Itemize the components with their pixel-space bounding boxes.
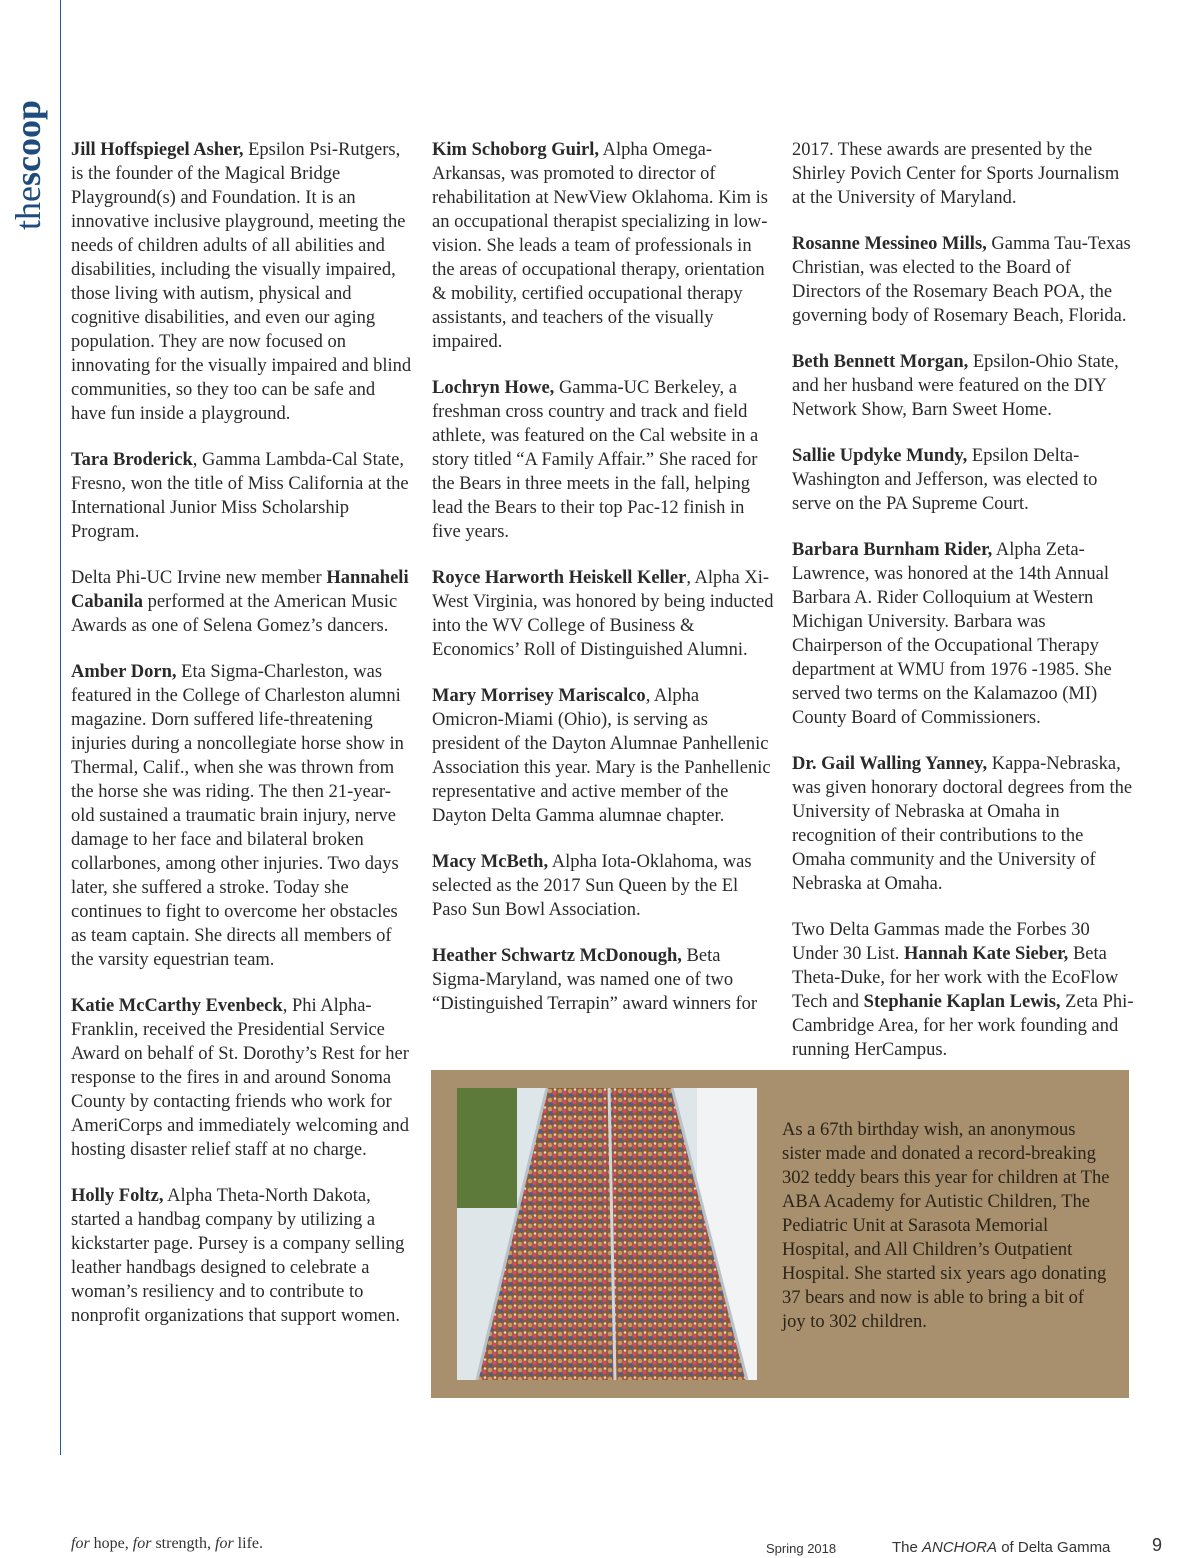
news-item: [432, 138, 774, 354]
news-item: [71, 994, 413, 1162]
paragraph-text: , Alpha Xi-West Virginia, was honored by being inducted into the WV College of Business & Economics’ Roll of Distinguished Alumni.: [432, 568, 774, 660]
member-name: Rosanne Messineo Mills,: [792, 234, 987, 254]
margin-rule: [60, 0, 61, 1455]
paragraph-text: , Alpha Omicron-Miami (Ohio), is serving as president of the Dayton Alumnae Panhellenic Association this year. Mary is the Panhellenic representative and active member of the Dayton Delta Gamma alumnae chapter.: [432, 686, 771, 826]
news-item: [792, 232, 1137, 328]
paragraph-text: Beta Sigma-Maryland, was named one of two “Distinguished Terrapin” award winners for: [432, 946, 758, 1014]
news-item: [71, 1184, 413, 1328]
photo-caption: As a 67th birthday wish, an anonymous sister made and donated a record-breaking 302 teddy bears this year for children at The ABA Academy for Autistic Children, The Pediatric Unit at Sarasota Memorial Hospital, and All Children’s Outpatient Hospital. She started six years ago donating 37 bears and now is able to bring a bit of joy to 302 children.: [782, 1120, 1110, 1332]
footer-issue-date: Spring 2018: [766, 1541, 837, 1556]
member-name: Katie McCarthy Evenbeck: [71, 996, 283, 1016]
news-item: [792, 138, 1137, 210]
paragraph-text: Epsilon Delta-Washington and Jefferson, was elected to serve on the PA Supreme Court.: [792, 446, 1098, 514]
teddy-bears-illustration: [457, 1088, 757, 1380]
page-number: 9: [1152, 1535, 1163, 1555]
paragraph-text: performed at the American Music Awards as one of Selena Gomez’s dancers.: [71, 592, 398, 636]
section-label: thescoop: [8, 100, 48, 230]
photo-feature-box: [431, 1070, 1129, 1398]
paragraph-text: Alpha Theta-North Dakota, started a handbag company by utilizing a kickstarter page. Pursey is a company selling leather handbags designed to celebrate a woman’s resiliency and to contribute to nonprofit organizations that support women.: [71, 1186, 405, 1326]
member-name: Tara Broderick: [71, 450, 193, 470]
news-item: [71, 448, 413, 544]
paragraph-text: Alpha Omega-Arkansas, was promoted to director of rehabilitation at NewView Oklahoma. Kim is an occupational therapist specializing in low-vision. She leads a team of professionals in the areas of occupational therapy, orientation & mobility, certified occupational therapy assistants, and teachers of the visually impaired.: [432, 140, 768, 352]
paragraph-text: , Phi Alpha-Franklin, received the Presidential Service Award on behalf of St. Dorothy’s Rest for her response to the fires in and around Sonoma County by contacting friends who work for AmeriCorps and immediately welcoming and hosting disaster relief staff at no charge.: [71, 996, 410, 1160]
news-item: [432, 376, 774, 544]
member-name: Jill Hoffspiegel Asher,: [71, 140, 244, 160]
paragraph-text: Kappa-Nebraska, was given honorary doctoral degrees from the University of Nebraska at Omaha in recognition of their contributions to the Omaha community and the University of Nebraska at Omaha.: [792, 754, 1133, 894]
member-name: Macy McBeth,: [432, 852, 549, 872]
member-name: Holly Foltz,: [71, 1186, 164, 1206]
paragraph-text: 2017. These awards are presented by the Shirley Povich Center for Sports Journalism at the University of Maryland.: [792, 140, 1120, 208]
column-3: [792, 138, 1137, 1084]
news-item: [432, 944, 774, 1016]
member-name: Beth Bennett Morgan,: [792, 352, 969, 372]
news-item: [71, 138, 413, 426]
news-item: [792, 752, 1137, 896]
paragraph-text: Zeta Phi-Cambridge Area, for her work founding and running HerCampus.: [792, 992, 1134, 1060]
paragraph-text: Gamma-UC Berkeley, a freshman cross country and track and field athlete, was featured on the Cal website in a story titled “A Family Affair.” She raced for the Bears in three meets in the fall, helping lead the Bears to their top Pac-12 finish in five years.: [432, 378, 759, 542]
news-item: [71, 660, 413, 972]
member-name: Sallie Updyke Mundy,: [792, 446, 968, 466]
news-item: [792, 918, 1137, 1062]
paragraph-text: Gamma Tau-Texas Christian, was elected to the Board of Directors of the Rosemary Beach POA, the governing body of Rosemary Beach, Florida.: [792, 234, 1131, 326]
member-name: Royce Harworth Heiskell Keller: [432, 568, 687, 588]
paragraph-text: Eta Sigma-Charleston, was featured in the College of Charleston alumni magazine. Dorn suffered life-threatening injuries during a noncollegiate horse show in Thermal, Calif., when she was thrown from the horse she was riding. The then 21-year-old sustained a traumatic brain injury, nerve damage to her face and bilateral broken collarbones, among other injuries. Two days later, she suffered a stroke. Today she continues to fight to overcome her obstacles as team captain. She directs all members of the varsity equestrian team.: [71, 662, 404, 970]
paragraph-text: Alpha Zeta-Lawrence, was honored at the 14th Annual Barbara A. Rider Colloquium at Western Michigan University. Barbara was Chairperson of the Occupational Therapy department at WMU from 1976 -1985. She served two terms on the Kalamazoo (MI) County Board of Commissioners.: [792, 540, 1112, 728]
paragraph-text: Delta Phi-UC Irvine new member: [71, 568, 327, 588]
news-item: [432, 850, 774, 922]
teddy-bears-stairs-photo: [457, 1088, 757, 1380]
member-name: Stephanie Kaplan Lewis,: [863, 992, 1061, 1012]
paragraph-text: Two Delta Gammas made the Forbes 30 Under 30 List.: [792, 920, 1090, 964]
member-name: Amber Dorn,: [71, 662, 177, 682]
footer-magazine-title: The ANCHORA of Delta Gamma: [892, 1539, 1111, 1556]
member-name: Lochryn Howe,: [432, 378, 555, 398]
paragraph-text: , Gamma Lambda-Cal State, Fresno, won the title of Miss California at the International Junior Miss Scholarship Program.: [71, 450, 409, 542]
paragraph-text: Alpha Iota-Oklahoma, was selected as the 2017 Sun Queen by the El Paso Sun Bowl Association.: [432, 852, 752, 920]
column-1: [71, 138, 413, 1350]
member-name: Hannaheli Cabanila: [71, 568, 409, 612]
member-name: Hannah Kate Sieber,: [904, 944, 1069, 964]
member-name: Barbara Burnham Rider,: [792, 540, 993, 560]
member-name: Mary Morrisey Mariscalco: [432, 686, 646, 706]
news-item: [432, 684, 774, 828]
paragraph-text: Epsilon Psi-Rutgers, is the founder of the Magical Bridge Playground(s) and Foundation. It is an innovative inclusive playground, meeting the needs of children adults of all abilities and disabilities, including the visually impaired, those living with autism, physical and cognitive disabilities, and even our aging population. They are now focused on innovating for the visually impaired and blind communities, so they too can be safe and have fun inside a playground.: [71, 140, 412, 424]
news-item: [792, 350, 1137, 422]
member-name: Heather Schwartz McDonough,: [432, 946, 682, 966]
paragraph-text: Epsilon-Ohio State, and her husband were featured on the DIY Network Show, Barn Sweet Home.: [792, 352, 1119, 420]
news-item: [792, 444, 1137, 516]
news-item: [792, 538, 1137, 730]
news-item: [432, 566, 774, 662]
member-name: Kim Schoborg Guirl,: [432, 140, 600, 160]
paragraph-text: Beta Theta-Duke, for her work with the EcoFlow Tech and: [792, 944, 1119, 1012]
member-name: Dr. Gail Walling Yanney,: [792, 754, 988, 774]
news-item: [71, 566, 413, 638]
footer-tagline: for hope, for strength, for life.: [71, 1535, 263, 1552]
column-2: [432, 138, 774, 1038]
